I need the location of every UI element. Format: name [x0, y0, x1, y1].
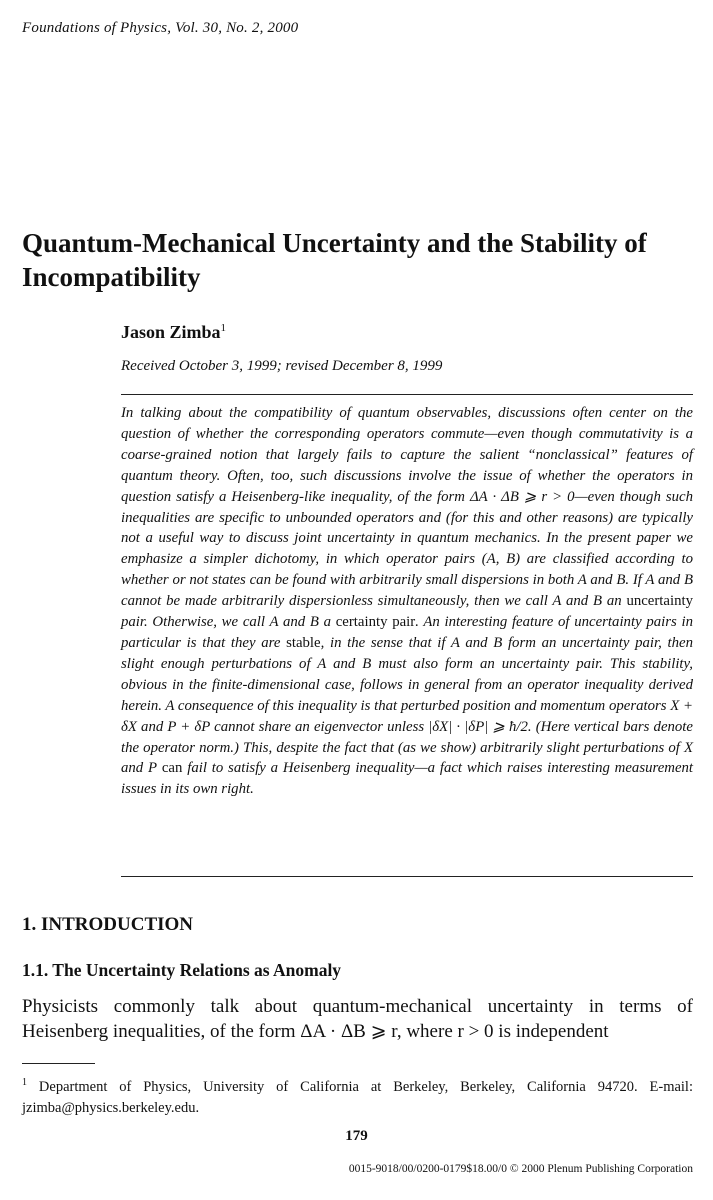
author-name: Jason Zimba: [121, 322, 221, 342]
footnote-rule: [22, 1063, 95, 1064]
abstract: [121, 403, 693, 800]
abstract-part-5: fail to satisfy a Heisenberg inequality—a fact which raises interesting measurement issues in its own right.: [121, 760, 694, 798]
term-certainty-pair: certainty pair: [335, 614, 416, 631]
paper-title: Quantum-Mechanical Uncertainty and the Stability of Incompatibility: [22, 228, 647, 292]
body-paragraph: Physicists commonly talk about quantum-mechanical uncertainty in terms of Heisenberg inequalities, of the form ΔA · ΔB ⩾ r, where r > 0 is independent: [22, 996, 693, 1042]
abstract-part-1: In talking about the compatibility of quantum observables, discussions often center on the question of whether the corresponding operators commute—even though commutativity is a coarse-grained notion that largely fails to capture the salient “nonclassical” features of quantum theory. Often, too, such discussions involve the issue of whether the operators in question satisfy a Heisenberg-like inequality, of the form ΔA · ΔB ⩾ r > 0—even though such inequalities are specific to unbounded operators and (for this and other reasons) are typically not a useful way to discuss joint uncertainty in quantum mechanics. In the present paper we emphasize a simpler dichotomy, in which operator pairs (A, B) are classified according to whether or not states can be found with arbitrarily small dispersions in both A and B. If A and B cannot be made arbitrarily dispersionless simultaneously, then we call A and B an: [121, 405, 693, 610]
footnote-text: Department of Physics, University of California at Berkeley, Berkeley, California 94720. E-mail: jzimba@physics.berkeley.edu.: [22, 1078, 693, 1116]
abstract-part-3: . An interesting feature of uncertainty pairs in particular is that they are: [121, 614, 693, 651]
received-dates: Received October 3, 1999; revised December 8, 1999: [121, 358, 443, 374]
term-stable: stable: [286, 634, 321, 651]
subsection-heading: 1.1. The Uncertainty Relations as Anomaly: [22, 960, 342, 980]
page-number: 179: [345, 1128, 368, 1144]
abstract-part-4: , in the sense that if A and B form an uncertainty pair, then slight enough perturbations of A and B must also form an uncertainty pair. This stability, obvious in the finite-dimensional case, follows in general from an operator inequality derived herein. A consequence of this inequality is that perturbed position and momentum operators X + δX and P + δP cannot share an eigenvector unless |δX| · |δP| ⩾ ħ/2. (Here vertical bars denote the operator norm.) This, despite the fact that (as we show) arbitrarily slight perturbations of X and P: [121, 634, 693, 777]
term-can: can: [161, 760, 183, 777]
author-line: [121, 322, 226, 343]
term-uncertainty: uncertainty: [626, 593, 693, 610]
abstract-top-rule: [121, 394, 693, 395]
journal-citation: Foundations of Physics, Vol. 30, No. 2, 2000: [22, 20, 299, 36]
section-heading: 1. INTRODUCTION: [22, 914, 194, 935]
abstract-part-2: pair. Otherwise, we call A and B a: [121, 614, 331, 631]
footnote-mark: 1: [22, 1077, 27, 1088]
footnote: [22, 1072, 693, 1119]
abstract-bottom-rule: [121, 876, 693, 877]
publisher-imprint: 0015-9018/00/0200-0179$18.00/0 © 2000 Plenum Publishing Corporation: [348, 1163, 693, 1175]
author-footnote-mark: 1: [220, 322, 227, 334]
